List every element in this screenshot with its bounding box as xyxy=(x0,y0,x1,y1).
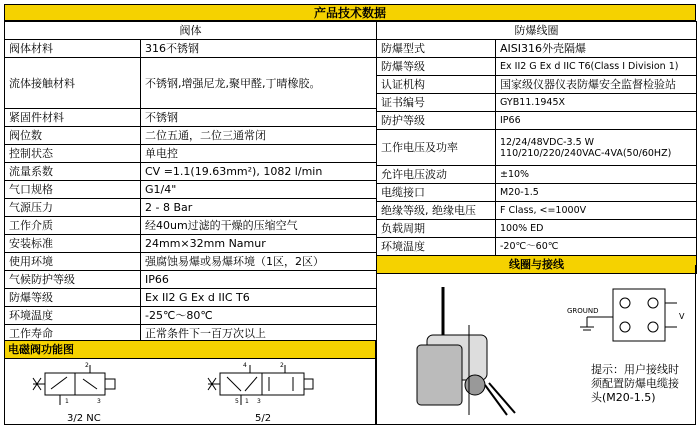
port-label: 1 xyxy=(65,398,69,405)
function-title: 电磁阀功能图 xyxy=(5,341,375,359)
wiring-panel xyxy=(376,265,696,425)
table-row: 电缆接口 M20-1.5 xyxy=(377,184,697,202)
table-row: 防爆等级 Ex II2 G Ex d IIC T6 xyxy=(5,289,377,307)
nc-label: 3/2 NC xyxy=(67,413,101,424)
nc-box-1 xyxy=(45,373,75,395)
table-row: 流量系数 CV =1.1(19.63mm²), 1082 l/min xyxy=(5,163,377,181)
five-label: 5/2 xyxy=(255,413,272,424)
port-label: 4 xyxy=(243,362,247,369)
table-row: 负载周期 100% ED xyxy=(377,220,697,238)
table-row: 环境温度 -25℃～80℃ xyxy=(5,307,377,325)
table-row: 阀体材料 316不锈钢 xyxy=(5,40,377,58)
table-row: 允许电压波动 ±10% xyxy=(377,166,697,184)
port-label: 5 xyxy=(235,398,239,405)
table-row: 防爆等级 Ex II2 G Ex d IIC T6(Class I Division 1) xyxy=(377,58,697,76)
voltage-label: V xyxy=(679,312,685,321)
table-row: 证书编号 GYB11.1945X xyxy=(377,94,697,112)
valve-symbols xyxy=(5,359,375,425)
table-row: 绝缘等级, 绝缘电压 F Class, <=1000V xyxy=(377,202,697,220)
coil-header: 防爆线圈 xyxy=(377,22,697,40)
table-row: 认证机构 国家级仪器仪表防爆安全监督检验站 xyxy=(377,76,697,94)
table-row: 工作寿命 正常条件下一百万次以上 xyxy=(5,325,377,343)
table-row: 气源压力 2 - 8 Bar xyxy=(5,199,377,217)
table-row: 控制状态 单电控 xyxy=(5,145,377,163)
coil-table xyxy=(376,21,697,274)
wiring-note: 提示：用户接线时须配置防爆电缆接头(M20-1.5) xyxy=(591,363,679,404)
table-row: 环境温度 -20℃～60℃ xyxy=(377,238,697,256)
port-label: 3 xyxy=(97,398,101,405)
table-row: 流体接触材料 不锈钢,增强尼龙,聚甲醛,丁晴橡胶。 xyxy=(5,58,377,109)
five-box-1 xyxy=(220,373,262,395)
port-label: 3 xyxy=(257,398,261,405)
valve-body-table xyxy=(4,21,377,343)
function-diagram xyxy=(4,340,376,425)
port-label: 1 xyxy=(245,398,249,405)
table-row: 气口规格 G1/4" xyxy=(5,181,377,199)
table-row: 使用环境 强腐蚀易爆或易爆环境（1区，2区） xyxy=(5,253,377,271)
table-row: 工作介质 经40um过滤的干燥的压缩空气 xyxy=(5,217,377,235)
table-row: 工作电压及功率 12/24/48VDC-3.5 W 110/210/220/240VAC-4VA(50/60HZ) xyxy=(377,130,697,166)
port-label: 2 xyxy=(280,362,284,369)
table-row: 阀位数 二位五通，二位三通常闭 xyxy=(5,127,377,145)
page-title: 产品技术数据 xyxy=(4,4,696,21)
terminal-block xyxy=(613,289,665,341)
five-box-2 xyxy=(262,373,304,395)
table-row: 防爆型式 AISI316外壳隔爆 xyxy=(377,40,697,58)
port-label: 2 xyxy=(85,362,89,369)
table-row: 防护等级 IP66 xyxy=(377,112,697,130)
table-row: 气候防护等级 IP66 xyxy=(5,271,377,289)
table-row: 安装标准 24mm×32mm Namur xyxy=(5,235,377,253)
ground-label: GROUND xyxy=(567,307,599,315)
wiring-title: 线圈与接线 xyxy=(377,256,697,274)
valve-body-header: 阀体 xyxy=(5,22,377,40)
table-row: 紧固件材料 不锈钢 xyxy=(5,109,377,127)
